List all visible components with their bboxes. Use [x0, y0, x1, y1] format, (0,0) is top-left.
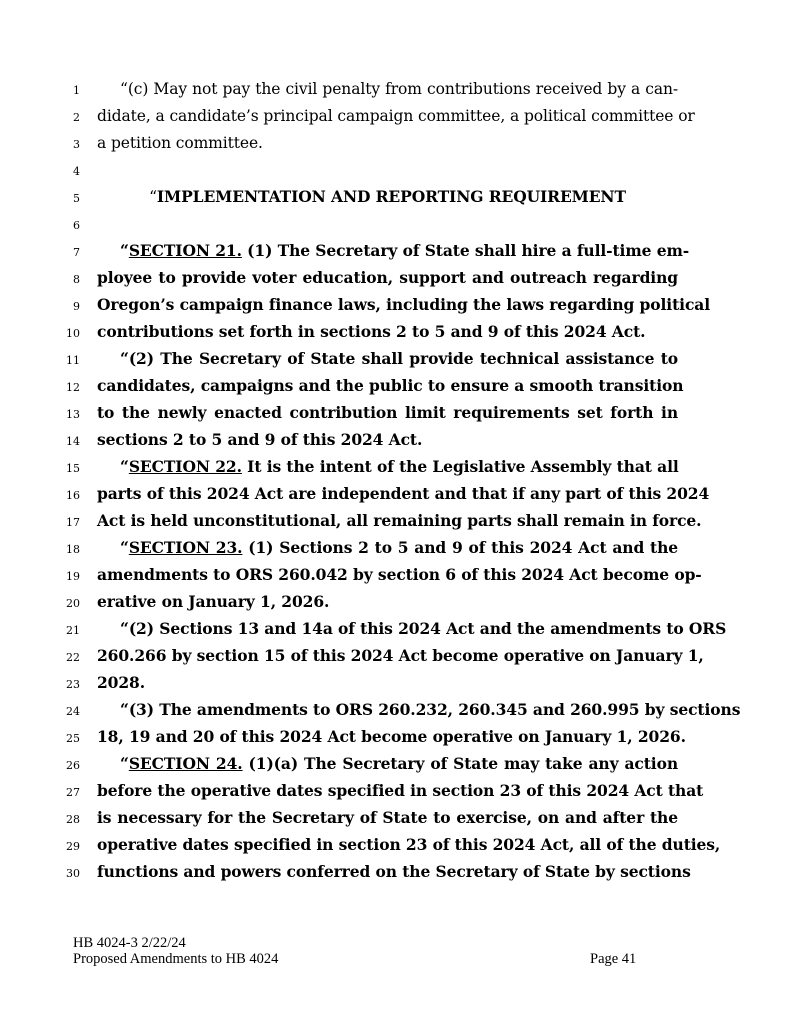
line-text: contributions set forth in sections 2 to 5 and 9 of this 2024 Act.	[97, 322, 646, 341]
line-text: “SECTION 24. (1)(a) The Secretary of State may take any action	[120, 754, 678, 773]
line-14	[0, 428, 800, 455]
line-number: 19	[66, 570, 80, 583]
line-text: Act is held unconstitutional, all remaining parts shall remain in force.	[97, 511, 702, 530]
line-text: “(2) The Secretary of State shall provide technical assistance to	[120, 349, 678, 368]
line-29	[0, 833, 800, 860]
line-13	[0, 401, 800, 428]
line-text: sections 2 to 5 and 9 of this 2024 Act.	[97, 430, 423, 449]
line-23	[0, 671, 800, 698]
line-number: 15	[66, 462, 80, 475]
section-label: SECTION 23.	[128, 538, 243, 557]
line-text: Oregon’s campaign finance laws, including the laws regarding political	[97, 295, 711, 314]
line-text: a petition committee.	[97, 134, 263, 152]
line-15	[0, 455, 800, 482]
line-6	[0, 212, 800, 239]
line-16	[0, 482, 800, 509]
line-30	[0, 860, 800, 887]
line-number: 3	[73, 138, 80, 151]
line-text: “SECTION 21. (1) The Secretary of State shall hire a full-time em-	[120, 241, 690, 260]
line-7	[0, 239, 800, 266]
line-number: 11	[66, 354, 80, 367]
line-text: is necessary for the Secretary of State to exercise, on and after the	[97, 808, 678, 827]
line-text: ployee to provide voter education, support and outreach regarding	[97, 268, 678, 287]
line-number: 20	[66, 597, 80, 610]
line-number: 26	[66, 759, 80, 772]
line-2	[0, 104, 800, 131]
section-label: SECTION 22.	[128, 457, 242, 476]
line-number: 10	[66, 327, 80, 340]
line-number: 30	[66, 867, 80, 880]
line-number: 14	[66, 435, 80, 448]
line-18	[0, 536, 800, 563]
footer-description: Proposed Amendments to HB 4024	[73, 951, 279, 967]
line-3	[0, 131, 800, 158]
line-number: 4	[73, 165, 80, 178]
line-4	[0, 158, 800, 185]
line-text: 18, 19 and 20 of this 2024 Act become operative on January 1, 2026.	[97, 727, 686, 746]
line-number: 22	[66, 651, 80, 664]
line-text: functions and powers conferred on the Secretary of State by sections	[97, 862, 691, 881]
line-number: 23	[66, 678, 80, 691]
line-text: erative on January 1, 2026.	[97, 592, 330, 611]
line-text: operative dates specified in section 23 of this 2024 Act, all of the duties,	[97, 835, 721, 854]
line-26	[0, 752, 800, 779]
line-number: 21	[66, 624, 80, 637]
line-text: amendments to ORS 260.042 by section 6 of this 2024 Act become op-	[97, 565, 702, 584]
line-27	[0, 779, 800, 806]
line-text: to the newly enacted contribution limit requirements set forth in	[97, 403, 678, 422]
line-text: candidates, campaigns and the public to ensure a smooth transition	[97, 376, 684, 395]
line-10	[0, 320, 800, 347]
line-number: 17	[66, 516, 80, 529]
line-20	[0, 590, 800, 617]
line-1	[0, 77, 800, 104]
line-number: 5	[73, 192, 80, 205]
section-label: SECTION 24.	[128, 754, 243, 773]
footer-page-number: Page 41	[590, 951, 637, 967]
line-number: 13	[66, 408, 80, 421]
line-number: 1	[73, 84, 80, 97]
line-number: 24	[66, 705, 80, 718]
line-number: 7	[73, 246, 80, 259]
line-17	[0, 509, 800, 536]
line-9	[0, 293, 800, 320]
line-number: 29	[66, 840, 80, 853]
line-21	[0, 617, 800, 644]
line-text: 260.266 by section 15 of this 2024 Act become operative on January 1,	[97, 646, 704, 665]
line-5	[0, 185, 800, 212]
line-number: 9	[73, 300, 80, 313]
line-number: 25	[66, 732, 80, 745]
section-heading: “IMPLEMENTATION AND REPORTING REQUIREMENT	[149, 187, 626, 206]
line-text: 2028.	[97, 673, 146, 692]
line-24	[0, 698, 800, 725]
line-number: 28	[66, 813, 80, 826]
section-label: SECTION 21.	[128, 241, 242, 260]
line-text: “SECTION 22. It is the intent of the Legislative Assembly that all	[120, 457, 679, 476]
line-number: 16	[66, 489, 80, 502]
line-28	[0, 806, 800, 833]
line-11	[0, 347, 800, 374]
line-text: “SECTION 23. (1) Sections 2 to 5 and 9 of this 2024 Act and the	[120, 538, 679, 557]
line-text: “(c) May not pay the civil penalty from contributions received by a can-	[120, 80, 678, 98]
line-number: 27	[66, 786, 80, 799]
line-text: “(2) Sections 13 and 14a of this 2024 Act and the amendments to ORS	[120, 619, 727, 638]
line-12	[0, 374, 800, 401]
line-number: 18	[66, 543, 80, 556]
line-text: before the operative dates specified in section 23 of this 2024 Act that	[97, 781, 704, 800]
line-19	[0, 563, 800, 590]
line-number: 6	[73, 219, 80, 232]
line-text: didate, a candidate’s principal campaign committee, a political committee or	[97, 107, 695, 125]
footer-bill-version: HB 4024-3 2/22/24	[73, 935, 186, 951]
line-22	[0, 644, 800, 671]
line-text: “(3) The amendments to ORS 260.232, 260.345 and 260.995 by sections	[120, 700, 741, 719]
line-8	[0, 266, 800, 293]
line-number: 8	[73, 273, 80, 286]
line-number: 12	[66, 381, 80, 394]
line-text: parts of this 2024 Act are independent and that if any part of this 2024	[97, 484, 710, 503]
line-number: 2	[73, 111, 80, 124]
line-25	[0, 725, 800, 752]
